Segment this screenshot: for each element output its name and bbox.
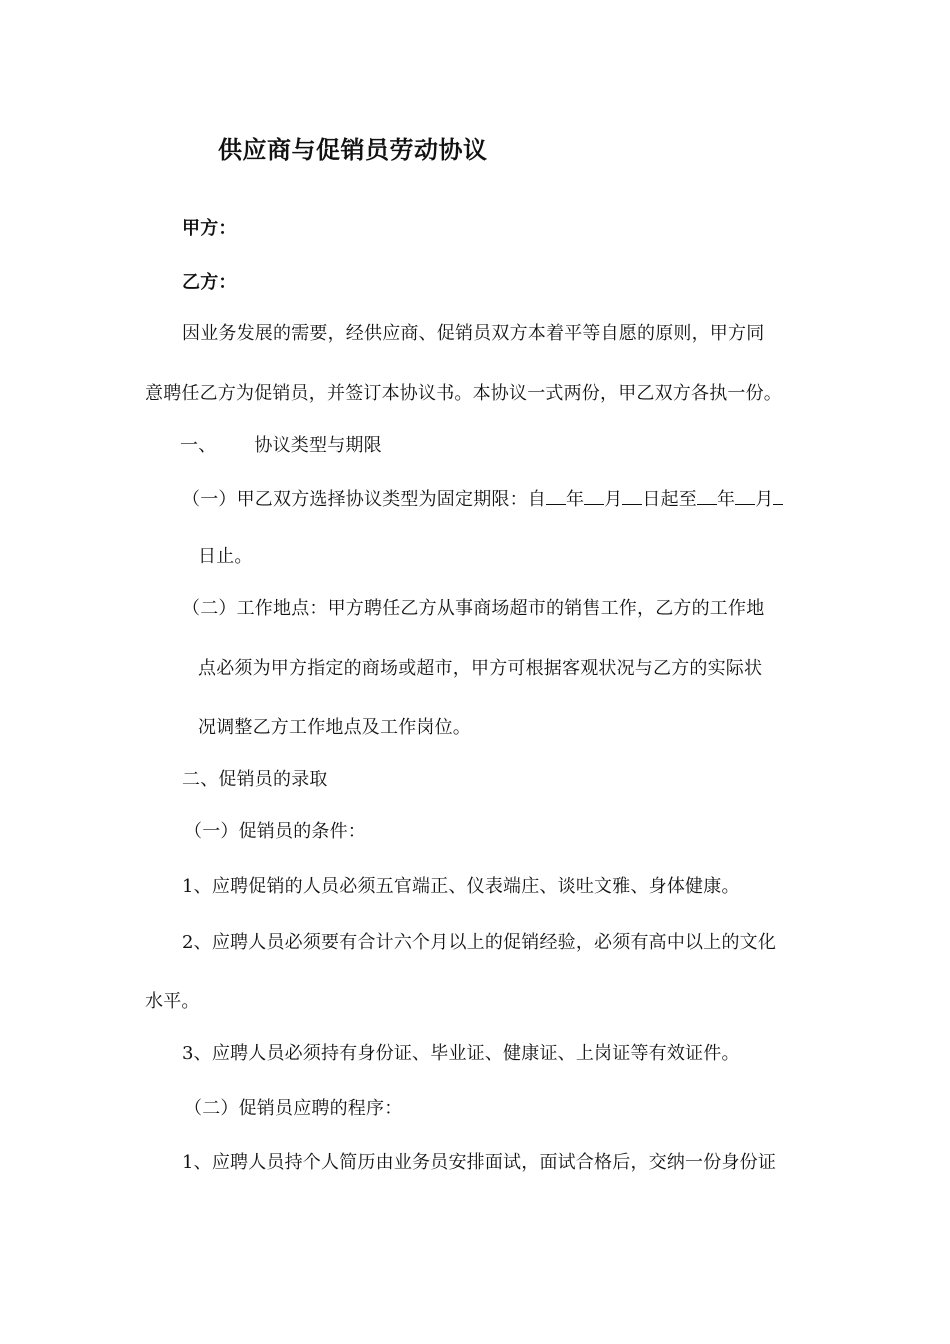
party-a-label: 甲方： [182,218,237,239]
section-1-title: 协议类型与期限 [254,435,382,456]
requirement-2-line-1: 2、应聘人员必须要有合计六个月以上的促销经验，必须有高中以上的文化 [182,932,777,953]
intro-line-2: 意聘任乙方为促销员，并签订本协议书。本协议一式两份，甲乙双方各执一份。 [145,383,782,404]
section-1-item-1-line-1 [182,486,783,512]
blank-month-start [584,486,604,505]
blank-month-end [735,486,755,505]
requirement-1: 1、应聘促销的人员必须五官端正、仪表端庄、谈吐文雅、身体健康。 [182,876,740,897]
section-2-heading: 二、促销员的录取 [182,769,328,790]
section-1-item-1-line-2: 日止。 [198,546,253,567]
year-end-label: 年 [717,489,736,510]
year-label: 年 [566,489,585,510]
section-1-number: 一、 [180,435,217,456]
item-1-prefix: （一）甲乙双方选择协议类型为固定期限：自 [182,489,546,510]
requirement-3: 3、应聘人员必须持有身份证、毕业证、健康证、上岗证等有效证件。 [182,1043,740,1064]
blank-year-end [697,486,717,505]
procedure-1: 1、应聘人员持个人简历由业务员安排面试，面试合格后，交纳一份身份证 [182,1152,777,1173]
section-1-item-2-line-1: （二）工作地点：甲方聘任乙方从事商场超市的销售工作，乙方的工作地 [182,598,765,619]
blank-day-start [622,486,642,505]
requirement-2-line-2: 水平。 [145,991,200,1012]
intro-line-1: 因业务发展的需要，经供应商、促销员双方本着平等自愿的原则，甲方同 [182,323,765,344]
month-label: 月 [604,489,623,510]
blank-year-start [546,486,566,505]
month-end-label: 月 [755,489,774,510]
section-2-sub-1: （一）促销员的条件： [184,821,366,842]
day-start-label: 日起至 [642,489,698,510]
section-2-sub-2: （二）促销员应聘的程序： [184,1098,403,1119]
section-1-item-2-line-2: 点必须为甲方指定的商场或超市，甲方可根据客观状况与乙方的实际状 [198,658,763,679]
section-1-heading [180,434,382,458]
section-1-item-2-line-3: 况调整乙方工作地点及工作岗位。 [198,717,471,738]
blank-day-end [773,486,783,505]
document-title: 供应商与促销员劳动协议 [218,135,488,164]
party-b-label: 乙方： [182,272,237,293]
